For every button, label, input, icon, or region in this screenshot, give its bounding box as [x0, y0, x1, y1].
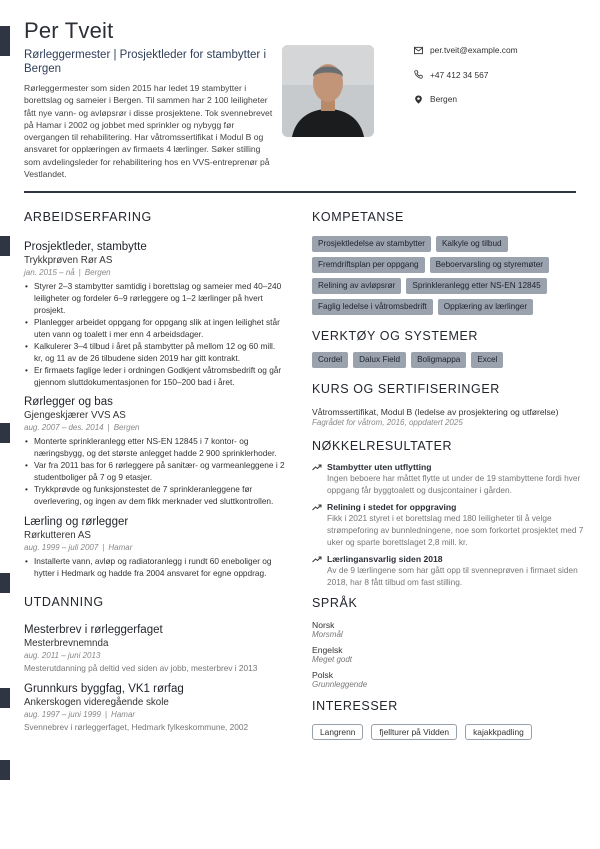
skill-chip: Beboervarsling og styremøter — [430, 257, 549, 273]
education-institution: Mesterbrevnemnda — [24, 638, 109, 649]
result-title: Stambytter uten utflytting — [327, 462, 432, 472]
experience-item — [24, 516, 286, 579]
interests-list — [312, 724, 584, 740]
phone-icon — [414, 70, 423, 79]
tool-chip: Dalux Field — [353, 352, 406, 368]
contact-location-row — [414, 93, 518, 105]
bullet-item: • Planlegger arbeidet oppgang for oppgang slik at ingen leilighet står uten vann og toalett i mer enn 4 arbeidsdager. — [34, 316, 286, 340]
certification-title: Våtromssertifikat, Modul B (ledelse av prosjektering og utførelse) — [312, 407, 559, 417]
languages-list — [312, 620, 584, 689]
language-name: Engelsk — [312, 645, 343, 655]
section-heading-languages: SPRÅK — [312, 596, 358, 610]
tool-chip: Boligmappa — [411, 352, 466, 368]
bullet-item: • Var fra 2011 bas for 6 rørleggere på sanitær- og varmeanleggene i 2 studentboliger på 7 og 9 etasjer. — [34, 459, 286, 483]
certification-meta: Fagrådet for våtrom, 2016, oppdatert 2025 — [312, 418, 463, 427]
bullet-item: • Kalkulerer 3–4 tilbud i året på stambytter på mellom 12 og 60 mill. kr, og 11 av de 26 tilbudene siden 2019 har gitt kontrakt. — [34, 340, 286, 364]
job-dates: jan. 2015 – nå — [24, 268, 75, 277]
contact-phone[interactable]: +47 412 34 567 — [430, 69, 489, 80]
result-head — [312, 462, 584, 472]
left-column — [24, 210, 286, 733]
location-pin-icon — [414, 95, 423, 104]
interest-tag: fjellturer på Vidden — [371, 724, 457, 740]
job-meta — [24, 543, 286, 552]
profile-photo — [282, 45, 374, 137]
job-bullets — [24, 435, 286, 507]
accent-bar-edu-1 — [0, 688, 10, 708]
header-divider — [24, 191, 576, 193]
skills-list — [312, 236, 584, 315]
contact-email-row[interactable] — [414, 44, 518, 56]
education-title: Mesterbrev i rørleggerfaget — [24, 624, 163, 636]
bullet-item: • Styrer 2–3 stambytter samtidig i borettslag og sameier med 40–240 leiligheter og fordeler 6–9 rørleggere og 1–2 lærlinger på hvert prosjekt. — [34, 280, 286, 316]
section-heading-skills: KOMPETANSE — [312, 210, 404, 224]
job-bullets — [24, 555, 286, 579]
experience-item — [24, 396, 286, 507]
result-item — [312, 554, 584, 588]
person-title: Rørleggermester | Prosjektleder for stambytter i Bergen — [24, 49, 267, 75]
result-title: Relining i stedet for oppgraving — [327, 502, 457, 512]
skill-chip: Fremdriftsplan per oppgang — [312, 257, 425, 273]
accent-bar-job-1 — [0, 236, 10, 256]
section-heading-education: UTDANNING — [24, 595, 104, 609]
result-item — [312, 462, 584, 496]
meta-separator: | — [107, 423, 110, 432]
job-location: Bergen — [84, 268, 111, 277]
language-level: Grunnleggende — [312, 680, 368, 689]
section-heading-results: NØKKELRESULTATER — [312, 439, 453, 453]
result-item — [312, 502, 584, 548]
job-meta — [24, 268, 286, 277]
result-description: Ingen beboere har måttet flytte ut under de 19 stambyttene fordi hver oppgang får byggtoalett og dusjcontainer i gården. — [327, 473, 581, 495]
skill-chip: Kalkyle og tilbud — [436, 236, 508, 252]
contact-location: Bergen — [430, 94, 458, 104]
education-meta — [24, 710, 286, 719]
education-item — [24, 624, 286, 674]
accent-bar-edu-2 — [0, 760, 10, 780]
result-title: Lærlingansvarlig siden 2018 — [327, 554, 443, 564]
job-dates: aug. 1999 – juli 2007 — [24, 543, 99, 552]
meta-separator: | — [102, 543, 105, 552]
contact-block — [414, 44, 518, 118]
experience-item — [24, 241, 286, 388]
interest-tag: Langrenn — [312, 724, 363, 740]
skill-chip: Sprinkleranlegg etter NS-EN 12845 — [406, 278, 546, 294]
contact-phone-row[interactable] — [414, 69, 518, 81]
language-level: Morsmål — [312, 630, 343, 639]
accent-bar-job-3 — [0, 573, 10, 593]
person-name: Per Tveit — [24, 18, 114, 43]
summary-text: Rørleggermester som siden 2015 har ledet 19 stambytter i borettslag og sameier i Bergen. Til sammen har 2 100 leiligheter fått nye vann- og avløpsrør i disse prosjektene. Tok svennebrevet på Hamar i 2002 og jobbet med sprinkler og nybygg før overgangen til rehabilitering. Har våtromssertifikat i Modul B og ansvaret for opplæringen av firmaets 4 lærlinger. Søker stilling som avdelingsleder for rehabilitering hos en VVS-entreprenør på Vestlandet. — [24, 83, 273, 180]
bullet-item: • Trykkprøvde og funksjonstestet de 7 sprinkleranleggene før overlevering, og ingen av dem fikk merknader ved sluttkontrollen. — [34, 483, 286, 507]
trending-up-icon — [312, 555, 322, 563]
results-list — [312, 462, 584, 588]
mail-icon — [414, 46, 423, 55]
education-item — [24, 683, 286, 733]
job-title: Prosjektleder, stambytte — [24, 241, 147, 253]
education-dates: aug. 2011 – juni 2013 — [24, 651, 101, 660]
job-title: Lærling og rørlegger — [24, 516, 129, 528]
job-location: Bergen — [113, 423, 140, 432]
section-heading-tools: VERKTØY OG SYSTEMER — [312, 329, 479, 343]
job-meta — [24, 423, 286, 432]
education-dates: aug. 1997 – juni 1999 — [24, 710, 101, 719]
trending-up-icon — [312, 503, 322, 511]
skill-chip: Relining av avløpsrør — [312, 278, 401, 294]
skill-chip: Opplæring av lærlinger — [438, 299, 533, 315]
language-item — [312, 670, 584, 689]
section-heading-certifications: KURS OG SERTIFISERINGER — [312, 382, 500, 396]
meta-separator: | — [78, 268, 81, 277]
meta-separator: | — [104, 710, 108, 719]
job-employer: Trykkprøven Rør AS — [24, 255, 113, 266]
trending-up-icon — [312, 463, 322, 471]
education-institution: Ankerskogen videregående skole — [24, 697, 169, 708]
education-location: Hamar — [111, 710, 136, 719]
tool-chip: Excel — [471, 352, 503, 368]
interest-tag: kajakkpadling — [465, 724, 532, 740]
resume-header — [24, 18, 274, 180]
section-heading-experience: ARBEIDSERFARING — [24, 210, 152, 224]
education-description: Svennebrev i rørleggerfaget, Hedmark fylkeskommune, 2002 — [24, 722, 249, 732]
accent-bar-job-2 — [0, 423, 10, 443]
language-level: Meget godt — [312, 655, 353, 664]
bullet-item: • Monterte sprinkleranlegg etter NS-EN 12845 i 7 kontor- og næringsbygg, og det største anlegget hadde 2 900 sprinklerhoder. — [34, 435, 286, 459]
result-description: Fikk i 2021 styret i et borettslag med 180 leiligheter til å velge strømpeforing av bunnledningene, noe som forkortet prosjektet med 7 uker og sparte borettslaget 2,8 mill. kr. — [327, 513, 584, 547]
contact-email[interactable]: per.tveit@example.com — [430, 45, 518, 55]
bullet-item: • Er firmaets faglige leder i ordningen Godkjent våtromsbedrift og går gjennom sluttdokumentasjonen for 150–200 bad i året. — [34, 364, 286, 388]
job-bullets — [24, 280, 286, 388]
tools-list — [312, 352, 584, 368]
job-location: Hamar — [108, 543, 133, 552]
job-title: Rørlegger og bas — [24, 396, 113, 408]
result-head — [312, 502, 584, 512]
language-item — [312, 620, 584, 639]
tool-chip: Cordel — [312, 352, 348, 368]
skill-chip: Faglig ledelse i våtromsbedrift — [312, 299, 433, 315]
education-description: Mesterutdanning på deltid ved siden av jobb, mesterbrev i 2013 — [24, 663, 258, 673]
skill-chip: Prosjektledelse av stambytter — [312, 236, 431, 252]
accent-bar-header — [0, 26, 10, 56]
education-title: Grunnkurs byggfag, VK1 rørfag — [24, 683, 184, 695]
section-heading-interests: INTERESSER — [312, 699, 398, 713]
result-description: Av de 9 lærlingene som har gått opp til svenneprøven i firmaet siden 2018, har 8 fått tilbud om fast stilling. — [327, 565, 578, 587]
job-dates: aug. 2007 – des. 2014 — [24, 423, 104, 432]
job-employer: Gjengeskjærer VVS AS — [24, 410, 126, 421]
result-head — [312, 554, 584, 564]
language-name: Norsk — [312, 620, 335, 630]
bullet-item: • Installerte vann, avløp og radiatoranlegg i rundt 60 eneboliger og hytter i Hedmark og hadde fra 2004 ansvaret for egne oppdrag. — [34, 555, 286, 579]
language-name: Polsk — [312, 670, 334, 680]
right-column — [312, 210, 584, 740]
language-item — [312, 645, 584, 664]
job-employer: Rørkutteren AS — [24, 530, 91, 541]
